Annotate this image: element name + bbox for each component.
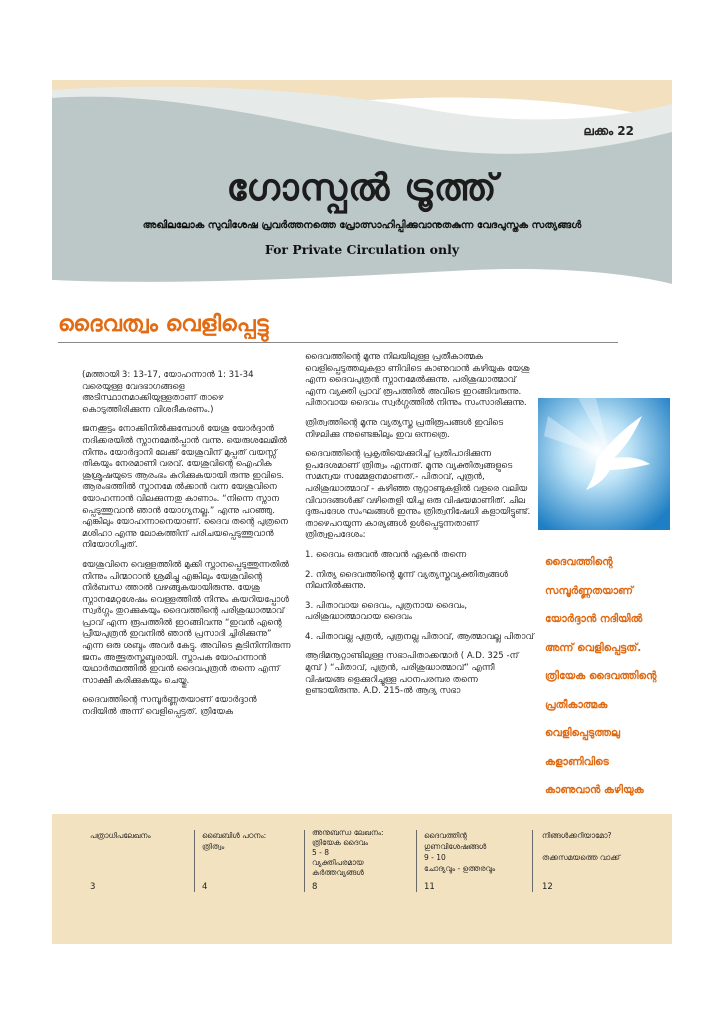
newsletter-title: ഗോസ്പൽ ട്രൂത്ത് (226, 166, 498, 209)
paragraph: ത്രിത്വത്തിന്റെ മൂന്നു വ്യത്യസ്ത പ്രതിരൂപങ്ങൾ ഇവിടെ നിഴലിക്കു ന്നുണ്ടെങ്കിലും ഇവ ഒന്നത്രെ. (305, 417, 504, 440)
column-divider (532, 830, 533, 892)
article-column-1 (82, 370, 292, 727)
column-divider (304, 830, 305, 892)
paragraph: ദൈവത്തിന്റെ മൂന്നു നിലയിലുള്ള പ്രതീകാത്മക വെളിപ്പെടുത്തലുകളാ ണിവിടെ കാണുവാൻ കഴിയുക യേശു എന്ന ദൈവപുത്രൻ സ്നാനമേൽക്കുന്നു. പരിശുദ്ധാത്മാവ് എന്ന വ്യക്തി പ്രാവ് രൂപത്തിൽ അവിടെ ഇറങ്ങിവരുന്നു. പിതാവായ ദൈവം സ്വർഗ്ഗത്തിൽ നിന്നും സംസാരിക്കുന്നു. (305, 352, 530, 409)
contents-line: തക്കസമയത്തെ വാക്ക് (542, 853, 620, 862)
page-number: 4 (202, 882, 208, 892)
contents-heading: ബൈബിൾ പഠനം: (202, 831, 267, 840)
contents-item-did-you-know (542, 830, 620, 863)
contents-heading: ദൈവത്തിന്റ (424, 831, 467, 840)
pull-quote-line: കളാണിവിടെ (545, 755, 609, 768)
pull-quote (545, 548, 685, 805)
private-circulation-note: For Private Circulation only (264, 242, 460, 257)
contents-line (542, 841, 620, 852)
paragraph: ദൈവത്തിന്റെ സമ്പൂർണ്ണതയാണ് യോർദ്ദാൻ നദിയിൽ അന്ന് വെളിപ്പെട്ടത്. ത്രിയേക (82, 695, 257, 718)
pull-quote-line: ത്രിയേക ദൈവത്തിന്റെ (545, 670, 657, 682)
contents-line: കർത്തവ്യങ്ങൾ (312, 868, 364, 877)
article-title: ദൈവത്വം വെളിപ്പെട്ടു (58, 312, 269, 337)
paragraph: ആദിമനൂറ്റാണ്ടിലുള്ള സഭാപിതാക്കന്മാർ ( A.D. 325 -ന് മുമ്പ് ) “പിതാവ്, പുത്രൻ, പരിശുദ്ധാത്മാവ്” എന്നീ വിഷയങ്ങ ളെക്കുറിച്ചുള്ള പഠനപരമ്പര തന്നെ ഉണ്ടായിരുന്നു. A.D. 215-ൽ ആദ്യ സഭാ (305, 651, 519, 697)
issue-number: ലക്കം 22 (583, 124, 634, 138)
contents-line: 9 - 10 (424, 853, 446, 862)
paragraph: ദൈവത്തിന്റെ പ്രകൃതിയെക്കുറിച്ച് പ്രതിപാദിക്കുന്ന ഉപദേശമാണ് ത്രിത്വം എന്നത്. മൂന്നു വ്യക്തിത്വങ്ങളുടെ സമന്വയ സമ്മേളനമാണത്.- പിതാവ്, പുത്രൻ, പരിശുദ്ധാത്മാവ് - കഴിഞ്ഞ നൂറ്റാണ്ടുകളിൽ വളരെ വലിയ വിവാദങ്ങൾക്ക് വഴിതെളി യിച്ച ഒരു വിഷയമാണിത്. ചില ദുരുപദേശ സംഘങ്ങൾ ഇന്നും ത്രിത്വനിഷേധി കളായിട്ടുണ്ട്. താഴെപറയുന്ന കാര്യങ്ങൾ ഉൾപ്പെടുന്നതാണ് ത്രിത്വഉപദേശം: (305, 449, 531, 541)
list-item: 4. പിതാവല്ല പുത്രൻ, പുത്രനല്ല പിതാവ്, ആത്മാവല്ല പിതാവ് (305, 631, 534, 642)
contents-item-attributes (424, 830, 495, 874)
contents-heading: പത്രാധിപലേഖനം (90, 831, 151, 840)
pull-quote-line: യോർദ്ദാൻ നദിയിൽ (545, 613, 643, 625)
contents-item-editorial (90, 830, 151, 841)
page-number: 11 (424, 882, 435, 892)
paragraph: ജനക്കൂട്ടം നോക്കിനിൽക്കുമ്പോൾ യേശു യോർദ്ദാൻ നദിക്കരയിൽ സ്നാനമേൽപ്പാൻ വന്നു. യെരുശലേമിൽ നിന്നും യോർദ്ദാനി ലേക്ക് യേശുവിന് മുപ്പത് വയസ്സ് തികയും നേരമാണി വരവ്. യേശുവിന്റെ ഐഹിക ശുശ്രൂഷയുടെ ആരംഭം കുറിക്കുകയായി രുന്നു ഇവിടെ. ആരംഭത്തിൽ സ്നാനമേ ൽക്കാൻ വന്ന യേശുവിനെ യോഹന്നാൻ വിലക്കുന്നതു കാണാം. “നിന്നെ സ്നാന പ്പെടുത്തുവാൻ ഞാൻ യോഗ്യനല്ല.” എന്നു പറഞ്ഞു. എങ്കിലും യോഹന്നാനെയാണ്. ദൈവ തന്റെ പുത്രനെ മശിഹാ എന്നു ലോകത്തിന് പരിചയപ്പെടുത്തുവാൻ നിയോഗിച്ചത്. (82, 424, 289, 551)
page-number: 8 (312, 882, 318, 892)
column-divider (416, 830, 417, 892)
contents-line: ചോദ്യവും - ഉത്തരവും (424, 864, 496, 873)
contents-heading: അനുബന്ധ ലേഖനം: (312, 828, 384, 837)
pull-quote-line: അന്ന് വെളിപ്പെട്ടത്. (545, 641, 642, 654)
contents-item-related-article (312, 828, 384, 878)
contents-line: 5 - 8 (312, 848, 330, 857)
masthead (52, 80, 672, 292)
paragraph: യേശുവിനെ വെള്ളത്തിൽ മുക്കി സ്നാനപ്പെടുത്തുന്നതിൽ നിന്നും പിന്മാറാൻ ശ്രമിച്ചു എങ്കിലും യേശുവിന്റെ നിർബന്ധ ത്താൽ വഴങ്ങുകയായിരുന്നു. യേശു സ്നാനമേറ്റശേഷം വെള്ളത്തിൽ നിന്നും കയറിയപ്പോൾ സ്വർഗ്ഗം തുറക്കുകയും ദൈവത്തിന്റെ പരിശുദ്ധാത്മാവ് പ്രാവ് എന്ന രൂപത്തിൽ ഇറങ്ങിവന്നു “ഇവൻ എന്റെ പ്രീയപുത്രൻ ഇവനിൽ ഞാൻ പ്രസാദി ച്ചിരിക്കുന്നു” എന്ന ഒരു ശബ്ദം അവർ കേട്ടു. അവിടെ കൂടിനിന്നിരുന്ന ജനം അത്ഭുതസ്തബ്ദരായി. സ്നാപക യോഹന്നാൻ യഥാർത്ഥത്തിൽ ഇവൻ ദൈവപുത്രൻ തന്നെ എന്ന് സാക്ഷീ കരിക്കുകയും ചെയ്തു. (82, 559, 291, 686)
title-divider (58, 342, 618, 343)
pull-quote-line: പ്രതീകാത്മക (545, 698, 608, 711)
contents-line: ഗുണവിശേഷങ്ങൾ (424, 842, 487, 851)
paragraph: (മത്തായി 3: 13-17, യോഹന്നാൻ 1: 31-34 വരെയുള്ള വേദഭാഗങ്ങളെ അടിസ്ഥാനമാക്കിയുള്ളതാണ് താഴെ കൊടുത്തിരിക്കുന്ന വിശദീകരണം.) (82, 370, 254, 415)
article-column-2 (305, 352, 535, 706)
contents-footer (52, 814, 672, 944)
contents-line: ത്രിയേക ദൈവം (312, 838, 369, 847)
page-number: 3 (90, 882, 96, 892)
newsletter-tagline: അഖിലലോക സുവിശേഷ പ്രവർത്തനത്തെ പ്രോത്സാഹിപ്പിക്കുവാനുതകുന്ന വേദപുസ്തക സത്യങ്ങൾ (142, 220, 582, 231)
contents-line: വ്യക്തിപരമായ (312, 858, 364, 867)
column-divider (194, 830, 195, 892)
pull-quote-line: ദൈവത്തിന്റെ (545, 556, 613, 568)
contents-item-bible-study (202, 830, 266, 852)
pull-quote-line: സമ്പൂർണ്ണതയാണ് (545, 584, 633, 597)
contents-heading: നിങ്ങൾക്കറിയാമോ? (542, 831, 612, 840)
pull-quote-line: കാണുവാൻ കഴിയുക (545, 784, 644, 796)
contents-line: ത്രിത്വം (202, 842, 225, 851)
list-item: 1. ദൈവം ഒരുവൻ അവൻ ഏകൻ തന്നെ (305, 549, 467, 560)
list-item: 2. നിത്യ ദൈവത്തിന്റെ മൂന്ന് വ്യത്യസ്തവ്യക്തിത്വങ്ങൾ നിലനിൽക്കുന്നു. (305, 569, 508, 592)
pull-quote-line: വെളിപ്പെടുത്തലു (545, 727, 620, 739)
list-item: 3. പിതാവായ ദൈവം, പുത്രനായ ദൈവം, പരിശുദ്ധാത്മാവായ ദൈവം (305, 600, 468, 623)
page-number: 12 (542, 882, 553, 892)
dove-image (538, 398, 670, 530)
